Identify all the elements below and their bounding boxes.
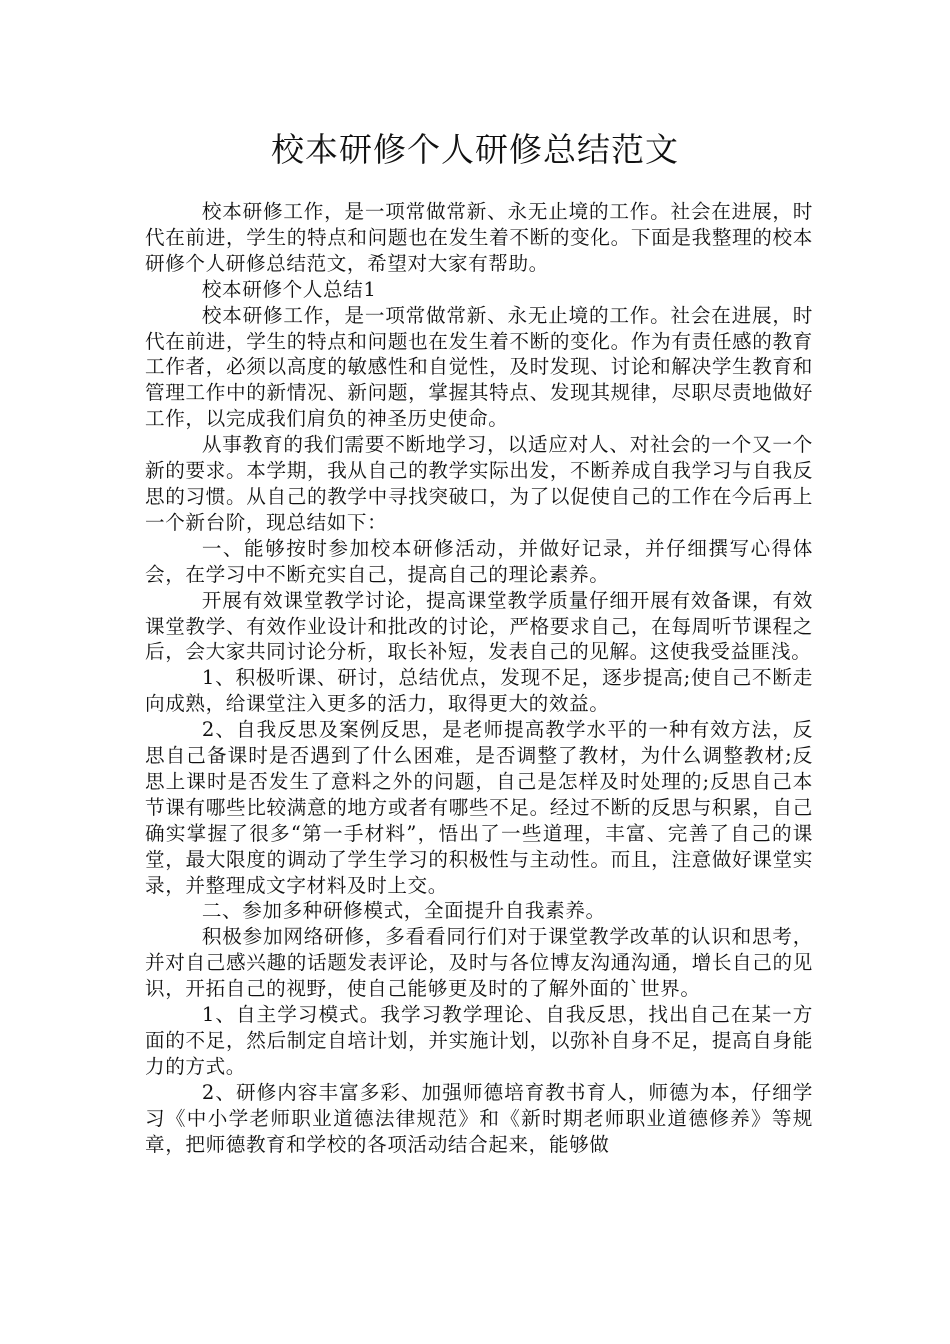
paragraph: 开展有效课堂教学讨论，提高课堂教学质量仔细开展有效备课，有效课堂教学、有效作业设计和批改的讨论，严格要求自己，在每周听节课程之后，会大家共同讨论分析，取长补短，发表自己的见解。这使我受益匪浅。 (145, 588, 813, 664)
paragraph: 校本研修工作，是一项常做常新、永无止境的工作。社会在进展，时代在前进，学生的特点和问题也在发生着不断的变化。作为有责任感的教育工作者，必须以高度的敏感性和自觉性，及时发现、讨论和解决学生教育和管理工作中的新情况、新问题，掌握其特点、发现其规律，尽职尽责地做好工作，以完成我们肩负的神圣历史使命。 (145, 303, 813, 431)
list-heading: 二、参加多种研修模式，全面提升自我素养。 (201, 899, 606, 923)
list-item: 1、积极听课、研讨，总结优点，发现不足，逐步提高;使自己不断走向成熟，给课堂注入更多的活力，取得更大的效益。 (145, 666, 813, 716)
list-item: 2、研修内容丰富多彩、加强师德培育教书育人，师德为本，仔细学习《中小学老师职业道德法律规范》和《新时期老师职业道德修养》等规章，把师德教育和学校的各项活动结合起来，能够做 (145, 1080, 813, 1156)
document-body (145, 199, 813, 1158)
list-item: 2、自我反思及案例反思，是老师提高教学水平的一种有效方法，反思自己备课时是否遇到了什么困难，是否调整了教材，为什么调整教材;反思上课时是否发生了意料之外的问题，自己是怎样及时处理的;反思自己本节课有哪些比较满意的地方或者有哪些不足。经过不断的反思与积累，自己确实掌握了很多“第一手材料”，悟出了一些道理，丰富、完善了自己的课堂，最大限度的调动了学生学习的积极性与主动性。而且，注意做好课堂实录，并整理成文字材料及时上交。 (145, 718, 813, 897)
paragraph-intro: 校本研修工作，是一项常做常新、永无止境的工作。社会在进展，时代在前进，学生的特点和问题也在发生着不断的变化。下面是我整理的校本研修个人研修总结范文，希望对大家有帮助。 (145, 200, 813, 275)
document-title: 校本研修个人研修总结范文 (271, 130, 679, 169)
section-heading: 校本研修个人总结1 (201, 277, 377, 301)
paragraph: 从事教育的我们需要不断地学习，以适应对人、对社会的一个又一个新的要求。本学期，我从自己的教学实际出发，不断养成自我学习与自我反思的习惯。从自己的教学中寻找突破口，为了以促使自己的工作在今后再上一个新台阶，现总结如下： (145, 433, 813, 534)
list-item: 1、自主学习模式。我学习教学理论、自我反思，找出自己在某一方面的不足，然后制定自培计划，并实施计划，以弥补自身不足，提高自身能力的方式。 (145, 1003, 813, 1078)
paragraph: 积极参加网络研修，多看看同行们对于课堂教学改革的认识和思考，并对自己感兴趣的话题发表评论，及时与各位博友沟通沟通，增长自己的见识，开拓自己的视野，使自己能够更及时的了解外面的`世界。 (145, 925, 813, 1001)
list-heading: 一、能够按时参加校本研修活动，并做好记录，并仔细撰写心得体会，在学习中不断充实自己，提高自己的理论素养。 (145, 536, 813, 586)
